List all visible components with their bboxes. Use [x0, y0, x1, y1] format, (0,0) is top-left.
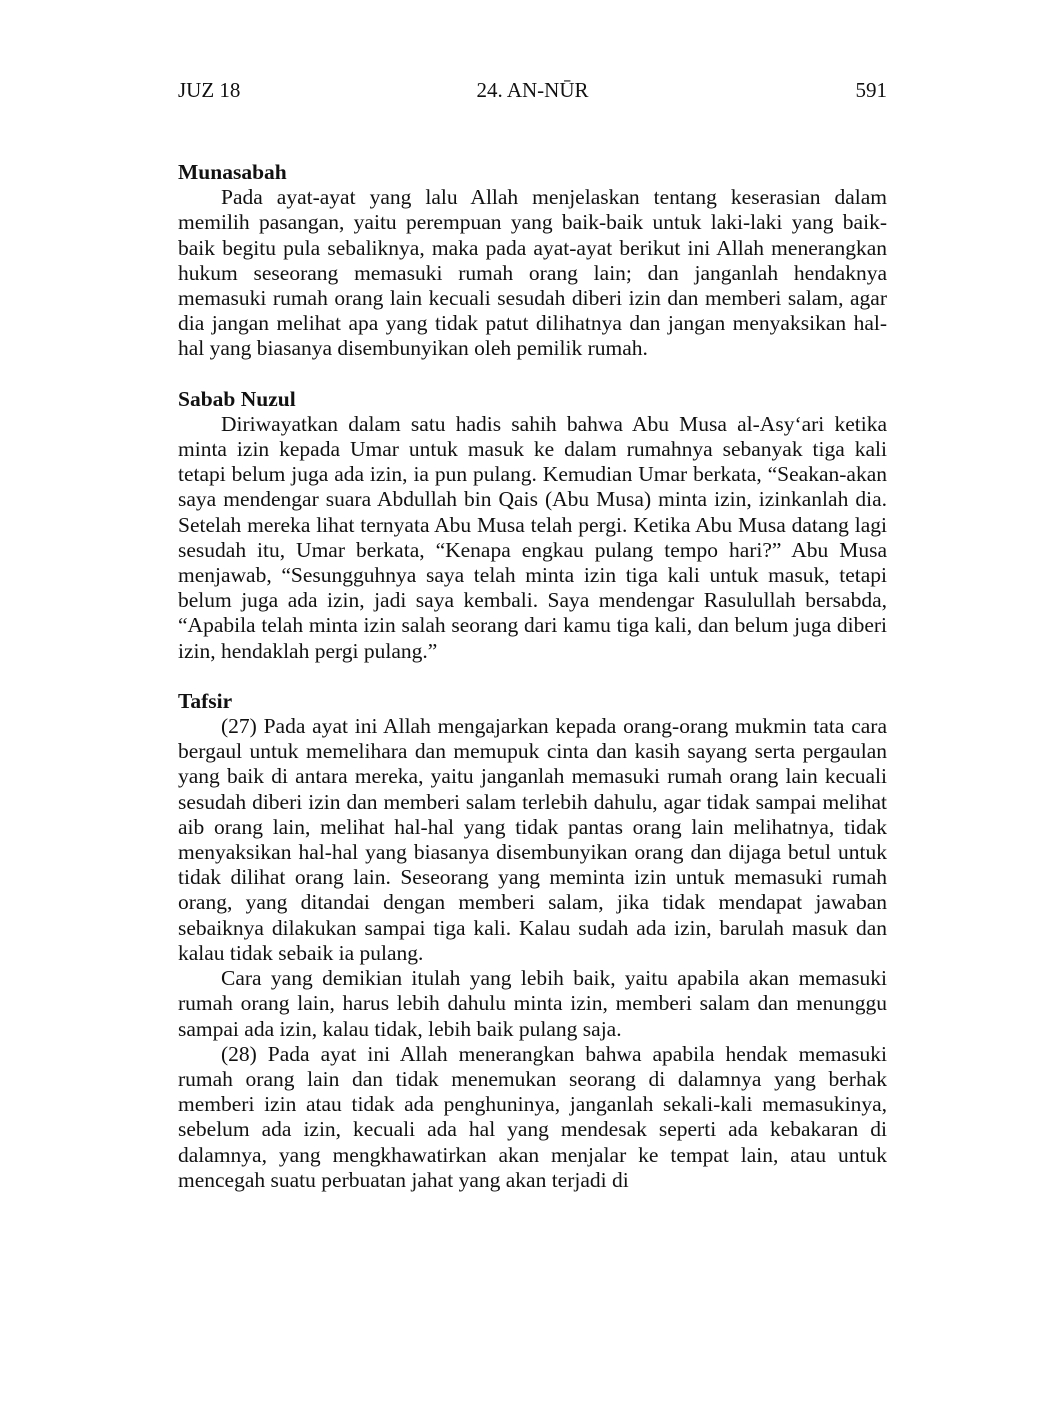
page-number: 591	[855, 78, 887, 102]
surah-title: 24. AN-NŪR	[476, 78, 589, 102]
section-tafsir	[178, 689, 887, 1193]
page-body	[178, 160, 887, 1193]
running-header	[178, 76, 887, 104]
section-heading: Tafsir	[178, 688, 233, 713]
juz-label: JUZ 18	[178, 78, 241, 102]
paragraph: Cara yang demikian itulah yang lebih baik, yaitu apabila akan memasuki rumah orang lain, harus lebih dahulu minta izin, memberi salam dan menunggu sampai ada izin, kalau tidak, lebih baik pulang saja.	[178, 966, 887, 1041]
paragraph: (27) Pada ayat ini Allah mengajarkan kepada orang-orang mukmin tata cara bergaul untuk memelihara dan memupuk cinta dan kasih sayang serta pergaulan yang baik di antara mereka, yaitu janganlah memasuki rumah orang lain kecuali sesudah diberi izin dan memberi salam terlebih dahulu, agar tidak sampai melihat aib orang lain, melihat hal-hal yang tidak pantas orang lain melihatnya, tidak menyaksikan hal-hal yang biasanya disembunyikan orang dan dijaga betul untuk tidak dilihat orang lain. Seseorang yang meminta izin untuk memasuki rumah orang, yang ditandai dengan memberi salam, jika tidak mendapat jawaban sebaiknya dilakukan sampai tiga kali. Kalau sudah ada izin, barulah masuk dan kalau tidak sebaik ia pulang.	[178, 714, 887, 965]
paragraph: Diriwayatkan dalam satu hadis sahih bahwa Abu Musa al-Asy‘ari ketika minta izin kepada Umar untuk masuk ke dalam rumahnya sebanyak tiga kali tetapi belum juga ada izin, ia pun pulang. Kemudian Umar berkata, “Seakan-akan saya mendengar suara Abdullah bin Qais (Abu Musa) minta izin, izinkanlah dia. Setelah mereka lihat ternyata Abu Musa telah pergi. Ketika Abu Musa datang lagi sesudah itu, Umar berkata, “Kenapa engkau pulang tempo hari?” Abu Musa menjawab, “Sesungguhnya saya telah minta izin tiga kali untuk masuk, tetapi belum juga ada izin, jadi saya kembali. Saya mendengar Rasulullah bersabda, “Apabila telah minta izin salah seorang dari kamu tiga kali, dan belum juga diberi izin, hendaklah pergi pulang.”	[178, 411, 887, 663]
section-heading: Munasabah	[178, 160, 287, 184]
paragraph: Pada ayat-ayat yang lalu Allah menjelaskan tentang keserasian dalam memilih pasangan, yaitu perempuan yang baik-baik untuk laki-laki yang baik-baik begitu pula sebaliknya, maka pada ayat-ayat berikut ini Allah menerangkan hukum seseorang memasuki rumah orang lain; dan janganlah hendaknya memasuki rumah orang lain kecuali sesudah diberi izin dan memberi salam, agar dia jangan melihat apa yang tidak patut dilihatnya dan jangan menyaksikan hal-hal yang biasanya disembunyikan oleh pemilik rumah.	[178, 185, 887, 361]
section-munasabah	[178, 160, 887, 362]
section-spacer	[178, 362, 887, 387]
section-spacer	[178, 664, 887, 689]
section-heading: Sabab Nuzul	[178, 386, 296, 411]
paragraph: (28) Pada ayat ini Allah menerangkan bahwa apabila hendak memasuki rumah orang lain dan tidak menemukan seorang di dalamnya yang berhak memberi izin atau tidak ada penghuninya, janganlah sekali-kali memasukinya, sebelum ada izin, kecuali ada hal yang mendesak seperti ada kebakaran di dalamnya, yang mengkhawatirkan akan menjalar ke tempat lain, atau untuk mencegah suatu perbuatan jahat yang akan terjadi di	[178, 1041, 887, 1192]
section-sabab-nuzul	[178, 387, 887, 664]
